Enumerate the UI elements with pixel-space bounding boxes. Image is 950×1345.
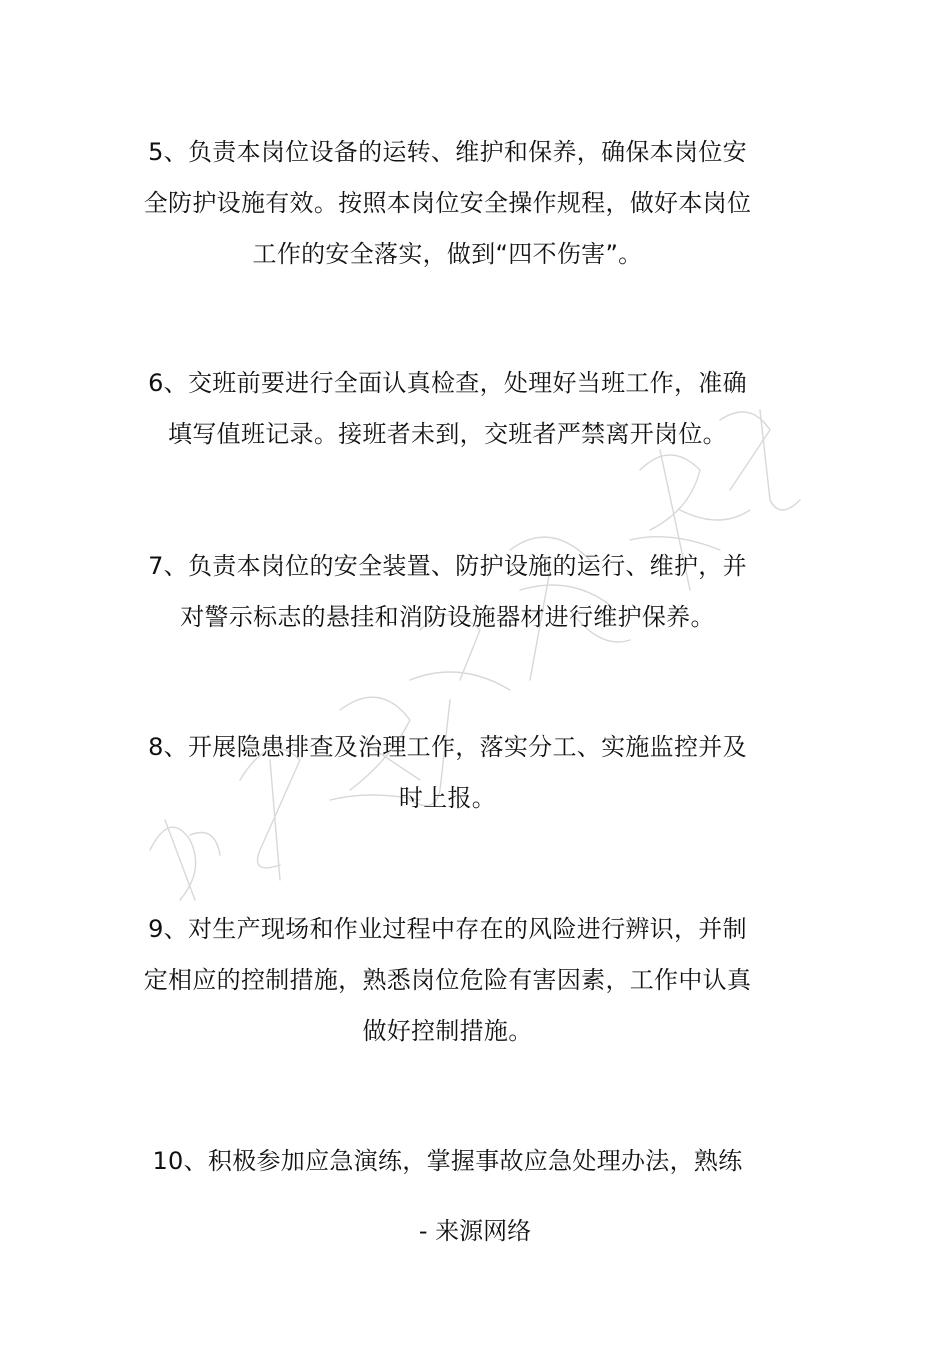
page-footer: - 来源网络 — [418, 1217, 532, 1245]
paragraph-item-8: 8、开展隐患排查及治理工作，落实分工、实施监控并及时上报。 — [148, 733, 747, 812]
paragraph-item-9: 9、对生产现场和作业过程中存在的风险进行辨识，并制定相应的控制措施，熟悉岗位危险有害因素，工作中认真做好控制措施。 — [143, 915, 752, 1045]
paragraph-item-10: 10、积极参加应急演练，掌握事故应急处理办法，熟练 — [152, 1147, 743, 1175]
paragraph-item-6: 6、交班前要进行全面认真检查，处理好当班工作，准确填写值班记录。接班者未到，交班者严禁离开岗位。 — [148, 369, 747, 448]
handwritten-watermark — [120, 380, 840, 940]
paragraph-item-7: 7、负责本岗位的安全装置、防护设施的运行、维护，并对警示标志的悬挂和消防设施器材进行维护保养。 — [148, 552, 747, 631]
paragraph-item-5: 5、负责本岗位设备的运转、维护和保养，确保本岗位安全防护设施有效。按照本岗位安全操作规程，做好本岗位工作的安全落实，做到“四不伤害”。 — [143, 138, 752, 268]
